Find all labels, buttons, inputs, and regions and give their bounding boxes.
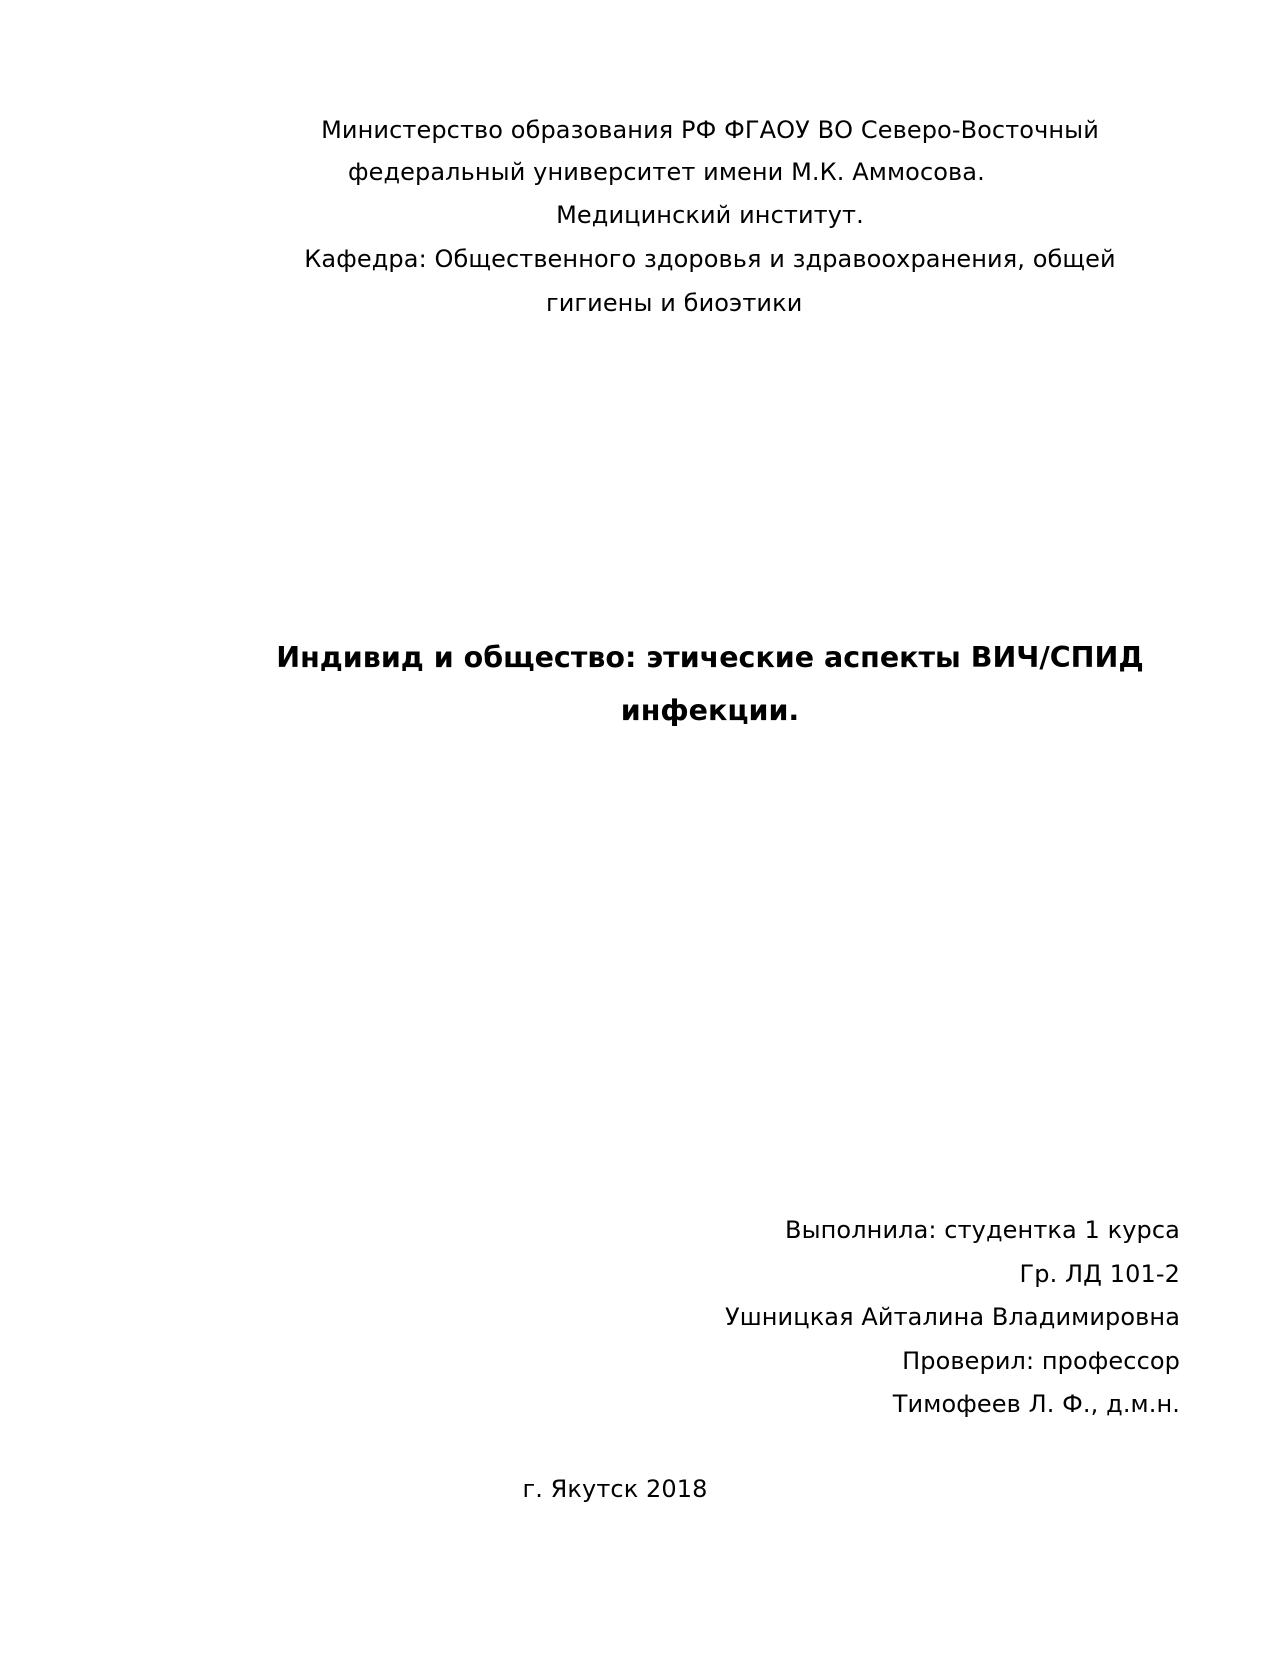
header-line-institute: Медицинский институт.	[556, 201, 864, 229]
city-year: г. Якутск 2018	[522, 1475, 708, 1503]
header-line-department-cont: гигиены и биоэтики	[546, 289, 803, 317]
header-line-ministry: Министерство образования РФ ФГАОУ ВО Северо-Восточный	[321, 116, 1099, 144]
reviewer-line-name: Тимофеев Л. Ф., д.м.н.	[892, 1390, 1180, 1418]
header-line-university: федеральный университет имени М.К. Аммосова.	[348, 158, 985, 186]
author-line-name: Ушницкая Айталина Владимировна	[724, 1303, 1180, 1331]
reviewer-line-title: Проверил: профессор	[902, 1347, 1180, 1375]
author-line-group: Гр. ЛД 101-2	[1019, 1260, 1180, 1288]
title-line-1: Индивид и общество: этические аспекты ВИЧ/СПИД	[276, 641, 1144, 674]
author-line-student: Выполнила: студентка 1 курса	[785, 1216, 1180, 1244]
title-line-2: инфекции.	[620, 694, 800, 727]
header-line-department: Кафедра: Общественного здоровья и здравоохранения, общей	[304, 245, 1116, 273]
